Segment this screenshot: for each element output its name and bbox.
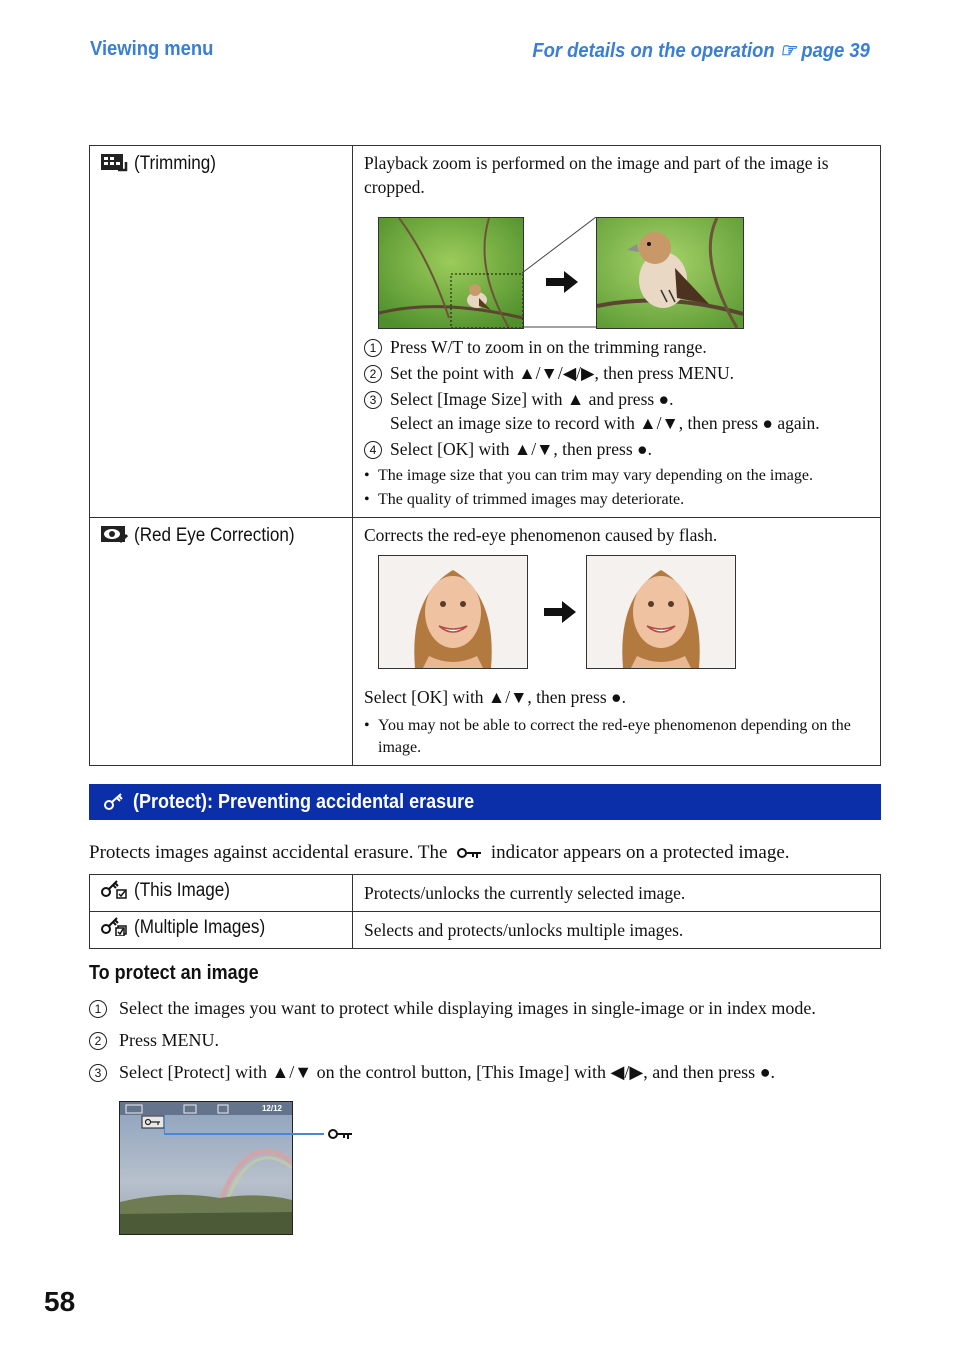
arrow-right-icon: [544, 601, 576, 629]
protect-section-title: (Protect): Preventing accidental erasure: [133, 791, 475, 813]
protect-indicator-callout-icon: [327, 1127, 353, 1146]
trimming-icon: [100, 152, 128, 178]
redeye-description-cell: [353, 518, 881, 766]
trimming-step-2: 2 Set the point with ▲/▼/◀/▶, then press MENU.: [364, 361, 870, 385]
callout-line: [164, 1112, 354, 1142]
step-number-badge: 1: [89, 1000, 107, 1018]
multiple-images-label: (Multiple Images): [134, 917, 266, 938]
trimming-note: • The quality of trimmed images may deteriorate.: [364, 491, 685, 508]
howto-steps: [89, 998, 889, 1094]
key-icon: [103, 787, 125, 823]
step-number-badge: 4: [364, 441, 382, 459]
protect-intro: Protects images against accidental erasure. The indicator appears on a protected image.: [89, 840, 790, 868]
step-number-badge: 2: [364, 365, 382, 383]
redeye-label-cell: [90, 518, 353, 766]
redeye-intro: Corrects the red-eye phenomenon caused by flash.: [364, 525, 718, 545]
table-row: [90, 518, 881, 766]
multiple-images-label-cell: [90, 912, 353, 949]
table-row: [90, 146, 881, 518]
protect-multiple-images-icon: [100, 916, 128, 942]
portrait-photo-before: [378, 555, 528, 669]
howto-step-1: 1 Select the images you want to protect while displaying images in single-image or in index mode.: [89, 998, 889, 1030]
multiple-images-description: Selects and protects/unlocks multiple images.: [353, 912, 881, 949]
trimming-step-1: 1 Press W/T to zoom in on the trimming range.: [364, 335, 870, 359]
table-row: [90, 912, 881, 949]
portrait-photo-after: [586, 555, 736, 669]
trimming-step-4: 4 Select [OK] with ▲/▼, then press ●.: [364, 437, 870, 461]
this-image-label: (This Image): [134, 880, 230, 901]
page-number: 58: [44, 1286, 76, 1317]
trimming-step-3-detail: Select an image size to record with ▲/▼, then press ● again.: [390, 413, 820, 433]
redeye-label: (Red Eye Correction): [134, 525, 295, 546]
protect-options-table: [89, 874, 881, 949]
trimming-description-cell: [353, 146, 881, 518]
this-image-label-cell: [90, 875, 353, 912]
bird-photo-after: [596, 217, 744, 329]
step-number-badge: 3: [364, 391, 382, 409]
table-row: [90, 875, 881, 912]
viewing-menu-table: [89, 145, 881, 766]
protect-section-header: [89, 784, 881, 820]
step-number-badge: 1: [364, 339, 382, 357]
trimming-intro: Playback zoom is performed on the image and part of the image is cropped.: [364, 153, 829, 197]
protect-this-image-icon: [100, 879, 128, 905]
bird-photo-before: [378, 217, 524, 329]
section-title: Viewing menu: [90, 38, 214, 60]
image-counter: 12/12: [261, 1104, 282, 1113]
redeye-step: Select [OK] with ▲/▼, then press ●.: [364, 687, 626, 707]
trimming-label-cell: [90, 146, 353, 518]
arrow-right-icon: [546, 271, 578, 299]
page-reference: For details on the operation ☞ page 39: [532, 40, 870, 62]
redeye-illustration: [364, 555, 870, 675]
howto-step-3: 3 Select [Protect] with ▲/▼ on the control button, [This Image] with ◀/▶, and then press ●.: [89, 1062, 889, 1094]
trimming-illustration: [364, 211, 870, 325]
step-number-badge: 2: [89, 1032, 107, 1050]
trimming-note: • The image size that you can trim may vary depending on the image.: [364, 467, 813, 484]
howto-heading: To protect an image: [89, 962, 259, 984]
step-number-badge: 3: [89, 1064, 107, 1082]
howto-step-2: 2 Press MENU.: [89, 1030, 889, 1062]
this-image-description: Protects/unlocks the currently selected image.: [353, 875, 881, 912]
redeye-note: • You may not be able to correct the red-eye phenomenon depending on the image.: [364, 717, 851, 756]
red-eye-correction-icon: [100, 524, 128, 550]
protect-indicator-icon: [456, 842, 482, 868]
trimming-label: (Trimming): [134, 153, 217, 174]
trimming-step-3: 3 Select [Image Size] with ▲ and press ●.: [364, 387, 870, 411]
